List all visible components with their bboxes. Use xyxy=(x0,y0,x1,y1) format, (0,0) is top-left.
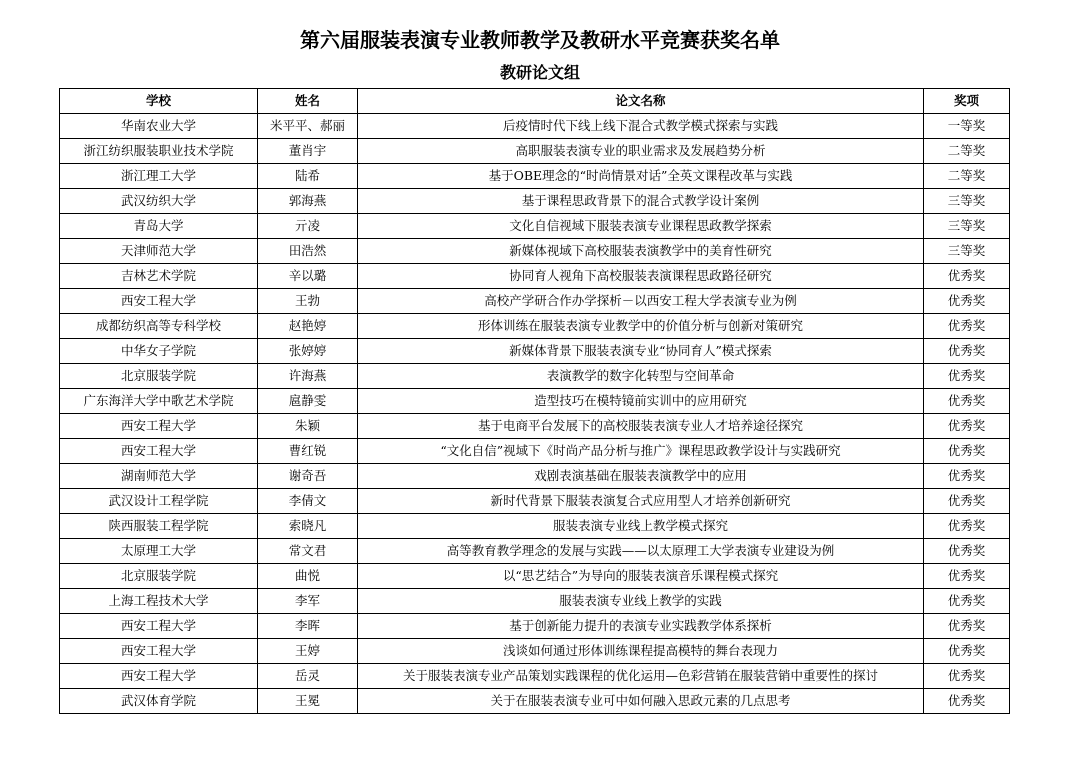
cell-school: 中华女子学院 xyxy=(60,339,258,364)
cell-name: 辛以璐 xyxy=(258,264,358,289)
cell-award: 二等奖 xyxy=(924,164,1010,189)
table-header-row xyxy=(60,89,1010,114)
cell-paper-title: 基于课程思政背景下的混合式教学设计案例 xyxy=(358,189,924,214)
awards-table xyxy=(59,88,1010,714)
cell-paper-title: 基于创新能力提升的表演专业实践教学体系探析 xyxy=(358,614,924,639)
cell-name: 王冕 xyxy=(258,689,358,714)
table-row xyxy=(60,239,1010,264)
cell-name: 王婷 xyxy=(258,639,358,664)
cell-award: 优秀奖 xyxy=(924,339,1010,364)
cell-paper-title: 基于电商平台发展下的高校服装表演专业人才培养途径探究 xyxy=(358,414,924,439)
section-subtitle: 教研论文组 xyxy=(499,63,580,82)
table-row xyxy=(60,689,1010,714)
cell-paper-title: 服装表演专业线上教学模式探究 xyxy=(358,514,924,539)
cell-paper-title: 新时代背景下服装表演复合式应用型人才培养创新研究 xyxy=(358,489,924,514)
table-row xyxy=(60,339,1010,364)
cell-paper-title: 关于服装表演专业产品策划实践课程的优化运用—色彩营销在服装营销中重要性的探讨 xyxy=(358,664,924,689)
cell-school: 青岛大学 xyxy=(60,214,258,239)
cell-name: 张婷婷 xyxy=(258,339,358,364)
cell-award: 一等奖 xyxy=(924,114,1010,139)
cell-award: 优秀奖 xyxy=(924,639,1010,664)
cell-paper-title: 新媒体视域下高校服装表演教学中的美育性研究 xyxy=(358,239,924,264)
table-row xyxy=(60,514,1010,539)
cell-name: 赵艳婷 xyxy=(258,314,358,339)
cell-school: 陕西服装工程学院 xyxy=(60,514,258,539)
cell-name: 扈静雯 xyxy=(258,389,358,414)
cell-name: 谢奇吾 xyxy=(258,464,358,489)
cell-school: 武汉设计工程学院 xyxy=(60,489,258,514)
cell-award: 优秀奖 xyxy=(924,664,1010,689)
header-school: 学校 xyxy=(60,89,258,114)
cell-paper-title: 浅谈如何通过形体训练课程提高模特的舞台表现力 xyxy=(358,639,924,664)
table-row xyxy=(60,114,1010,139)
cell-name: 岳灵 xyxy=(258,664,358,689)
cell-award: 三等奖 xyxy=(924,189,1010,214)
cell-award: 优秀奖 xyxy=(924,614,1010,639)
cell-name: 田浩然 xyxy=(258,239,358,264)
cell-award: 优秀奖 xyxy=(924,514,1010,539)
table-row xyxy=(60,639,1010,664)
cell-paper-title: 关于在服装表演专业可中如何融入思政元素的几点思考 xyxy=(358,689,924,714)
cell-award: 优秀奖 xyxy=(924,389,1010,414)
cell-school: 西安工程大学 xyxy=(60,439,258,464)
table-row xyxy=(60,664,1010,689)
cell-paper-title: “文化自信”视域下《时尚产品分析与推广》课程思政教学设计与实践研究 xyxy=(358,439,924,464)
cell-name: 常文君 xyxy=(258,539,358,564)
cell-school: 西安工程大学 xyxy=(60,414,258,439)
cell-award: 二等奖 xyxy=(924,139,1010,164)
header-paper: 论文名称 xyxy=(358,89,924,114)
cell-paper-title: 新媒体背景下服装表演专业“协同育人”模式探索 xyxy=(358,339,924,364)
page-title: 第六届服装表演专业教师教学及教研水平竞赛获奖名单 xyxy=(300,28,780,52)
cell-school: 北京服装学院 xyxy=(60,564,258,589)
cell-paper-title: 戏剧表演基础在服装表演教学中的应用 xyxy=(358,464,924,489)
table-row xyxy=(60,614,1010,639)
cell-school: 天津师范大学 xyxy=(60,239,258,264)
table-row xyxy=(60,289,1010,314)
cell-name: 朱颖 xyxy=(258,414,358,439)
cell-school: 广东海洋大学中歌艺术学院 xyxy=(60,389,258,414)
cell-paper-title: 协同育人视角下高校服装表演课程思政路径研究 xyxy=(358,264,924,289)
table-row xyxy=(60,389,1010,414)
table-row xyxy=(60,439,1010,464)
cell-name: 亓凌 xyxy=(258,214,358,239)
cell-name: 曲悦 xyxy=(258,564,358,589)
cell-award: 优秀奖 xyxy=(924,314,1010,339)
cell-school: 上海工程技术大学 xyxy=(60,589,258,614)
cell-award: 优秀奖 xyxy=(924,414,1010,439)
cell-name: 李晖 xyxy=(258,614,358,639)
cell-school: 西安工程大学 xyxy=(60,614,258,639)
cell-school: 北京服装学院 xyxy=(60,364,258,389)
cell-award: 优秀奖 xyxy=(924,364,1010,389)
header-name: 姓名 xyxy=(258,89,358,114)
cell-award: 优秀奖 xyxy=(924,589,1010,614)
cell-name: 米平平、郝丽 xyxy=(258,114,358,139)
cell-paper-title: 基于OBE理念的“时尚情景对话”全英文课程改革与实践 xyxy=(358,164,924,189)
cell-paper-title: 表演教学的数字化转型与空间革命 xyxy=(358,364,924,389)
cell-award: 优秀奖 xyxy=(924,489,1010,514)
table-row xyxy=(60,164,1010,189)
table-row xyxy=(60,364,1010,389)
cell-paper-title: 后疫情时代下线上线下混合式教学模式探索与实践 xyxy=(358,114,924,139)
cell-paper-title: 造型技巧在模特镜前实训中的应用研究 xyxy=(358,389,924,414)
cell-name: 陆希 xyxy=(258,164,358,189)
table-row xyxy=(60,539,1010,564)
cell-award: 优秀奖 xyxy=(924,264,1010,289)
cell-name: 董肖宇 xyxy=(258,139,358,164)
cell-award: 优秀奖 xyxy=(924,289,1010,314)
cell-award: 三等奖 xyxy=(924,214,1010,239)
cell-name: 许海燕 xyxy=(258,364,358,389)
cell-paper-title: 服装表演专业线上教学的实践 xyxy=(358,589,924,614)
table-row xyxy=(60,264,1010,289)
cell-paper-title: 文化自信视域下服装表演专业课程思政教学探索 xyxy=(358,214,924,239)
cell-school: 西安工程大学 xyxy=(60,289,258,314)
cell-school: 武汉纺织大学 xyxy=(60,189,258,214)
cell-paper-title: 以“思艺结合”为导向的服装表演音乐课程模式探究 xyxy=(358,564,924,589)
cell-school: 太原理工大学 xyxy=(60,539,258,564)
cell-school: 武汉体育学院 xyxy=(60,689,258,714)
cell-school: 成都纺织高等专科学校 xyxy=(60,314,258,339)
table-row xyxy=(60,564,1010,589)
table-row xyxy=(60,589,1010,614)
cell-award: 三等奖 xyxy=(924,239,1010,264)
cell-name: 李倩文 xyxy=(258,489,358,514)
cell-school: 吉林艺术学院 xyxy=(60,264,258,289)
cell-award: 优秀奖 xyxy=(924,564,1010,589)
cell-paper-title: 高职服装表演专业的职业需求及发展趋势分析 xyxy=(358,139,924,164)
cell-award: 优秀奖 xyxy=(924,689,1010,714)
cell-award: 优秀奖 xyxy=(924,539,1010,564)
cell-paper-title: 形体训练在服装表演专业教学中的价值分析与创新对策研究 xyxy=(358,314,924,339)
cell-award: 优秀奖 xyxy=(924,464,1010,489)
cell-school: 浙江理工大学 xyxy=(60,164,258,189)
cell-school: 西安工程大学 xyxy=(60,639,258,664)
cell-name: 曹红锐 xyxy=(258,439,358,464)
cell-school: 浙江纺织服装职业技术学院 xyxy=(60,139,258,164)
header-award: 奖项 xyxy=(924,89,1010,114)
table-row xyxy=(60,139,1010,164)
table-row xyxy=(60,414,1010,439)
table-row xyxy=(60,189,1010,214)
cell-paper-title: 高校产学研合作办学探析－以西安工程大学表演专业为例 xyxy=(358,289,924,314)
table-row xyxy=(60,314,1010,339)
cell-school: 湖南师范大学 xyxy=(60,464,258,489)
cell-name: 索晓凡 xyxy=(258,514,358,539)
cell-name: 郭海燕 xyxy=(258,189,358,214)
table-row xyxy=(60,214,1010,239)
table-row xyxy=(60,464,1010,489)
cell-school: 西安工程大学 xyxy=(60,664,258,689)
table-row xyxy=(60,489,1010,514)
cell-paper-title: 高等教育教学理念的发展与实践——以太原理工大学表演专业建设为例 xyxy=(358,539,924,564)
table-body xyxy=(60,114,1010,714)
cell-name: 王勃 xyxy=(258,289,358,314)
cell-award: 优秀奖 xyxy=(924,439,1010,464)
cell-school: 华南农业大学 xyxy=(60,114,258,139)
cell-name: 李军 xyxy=(258,589,358,614)
